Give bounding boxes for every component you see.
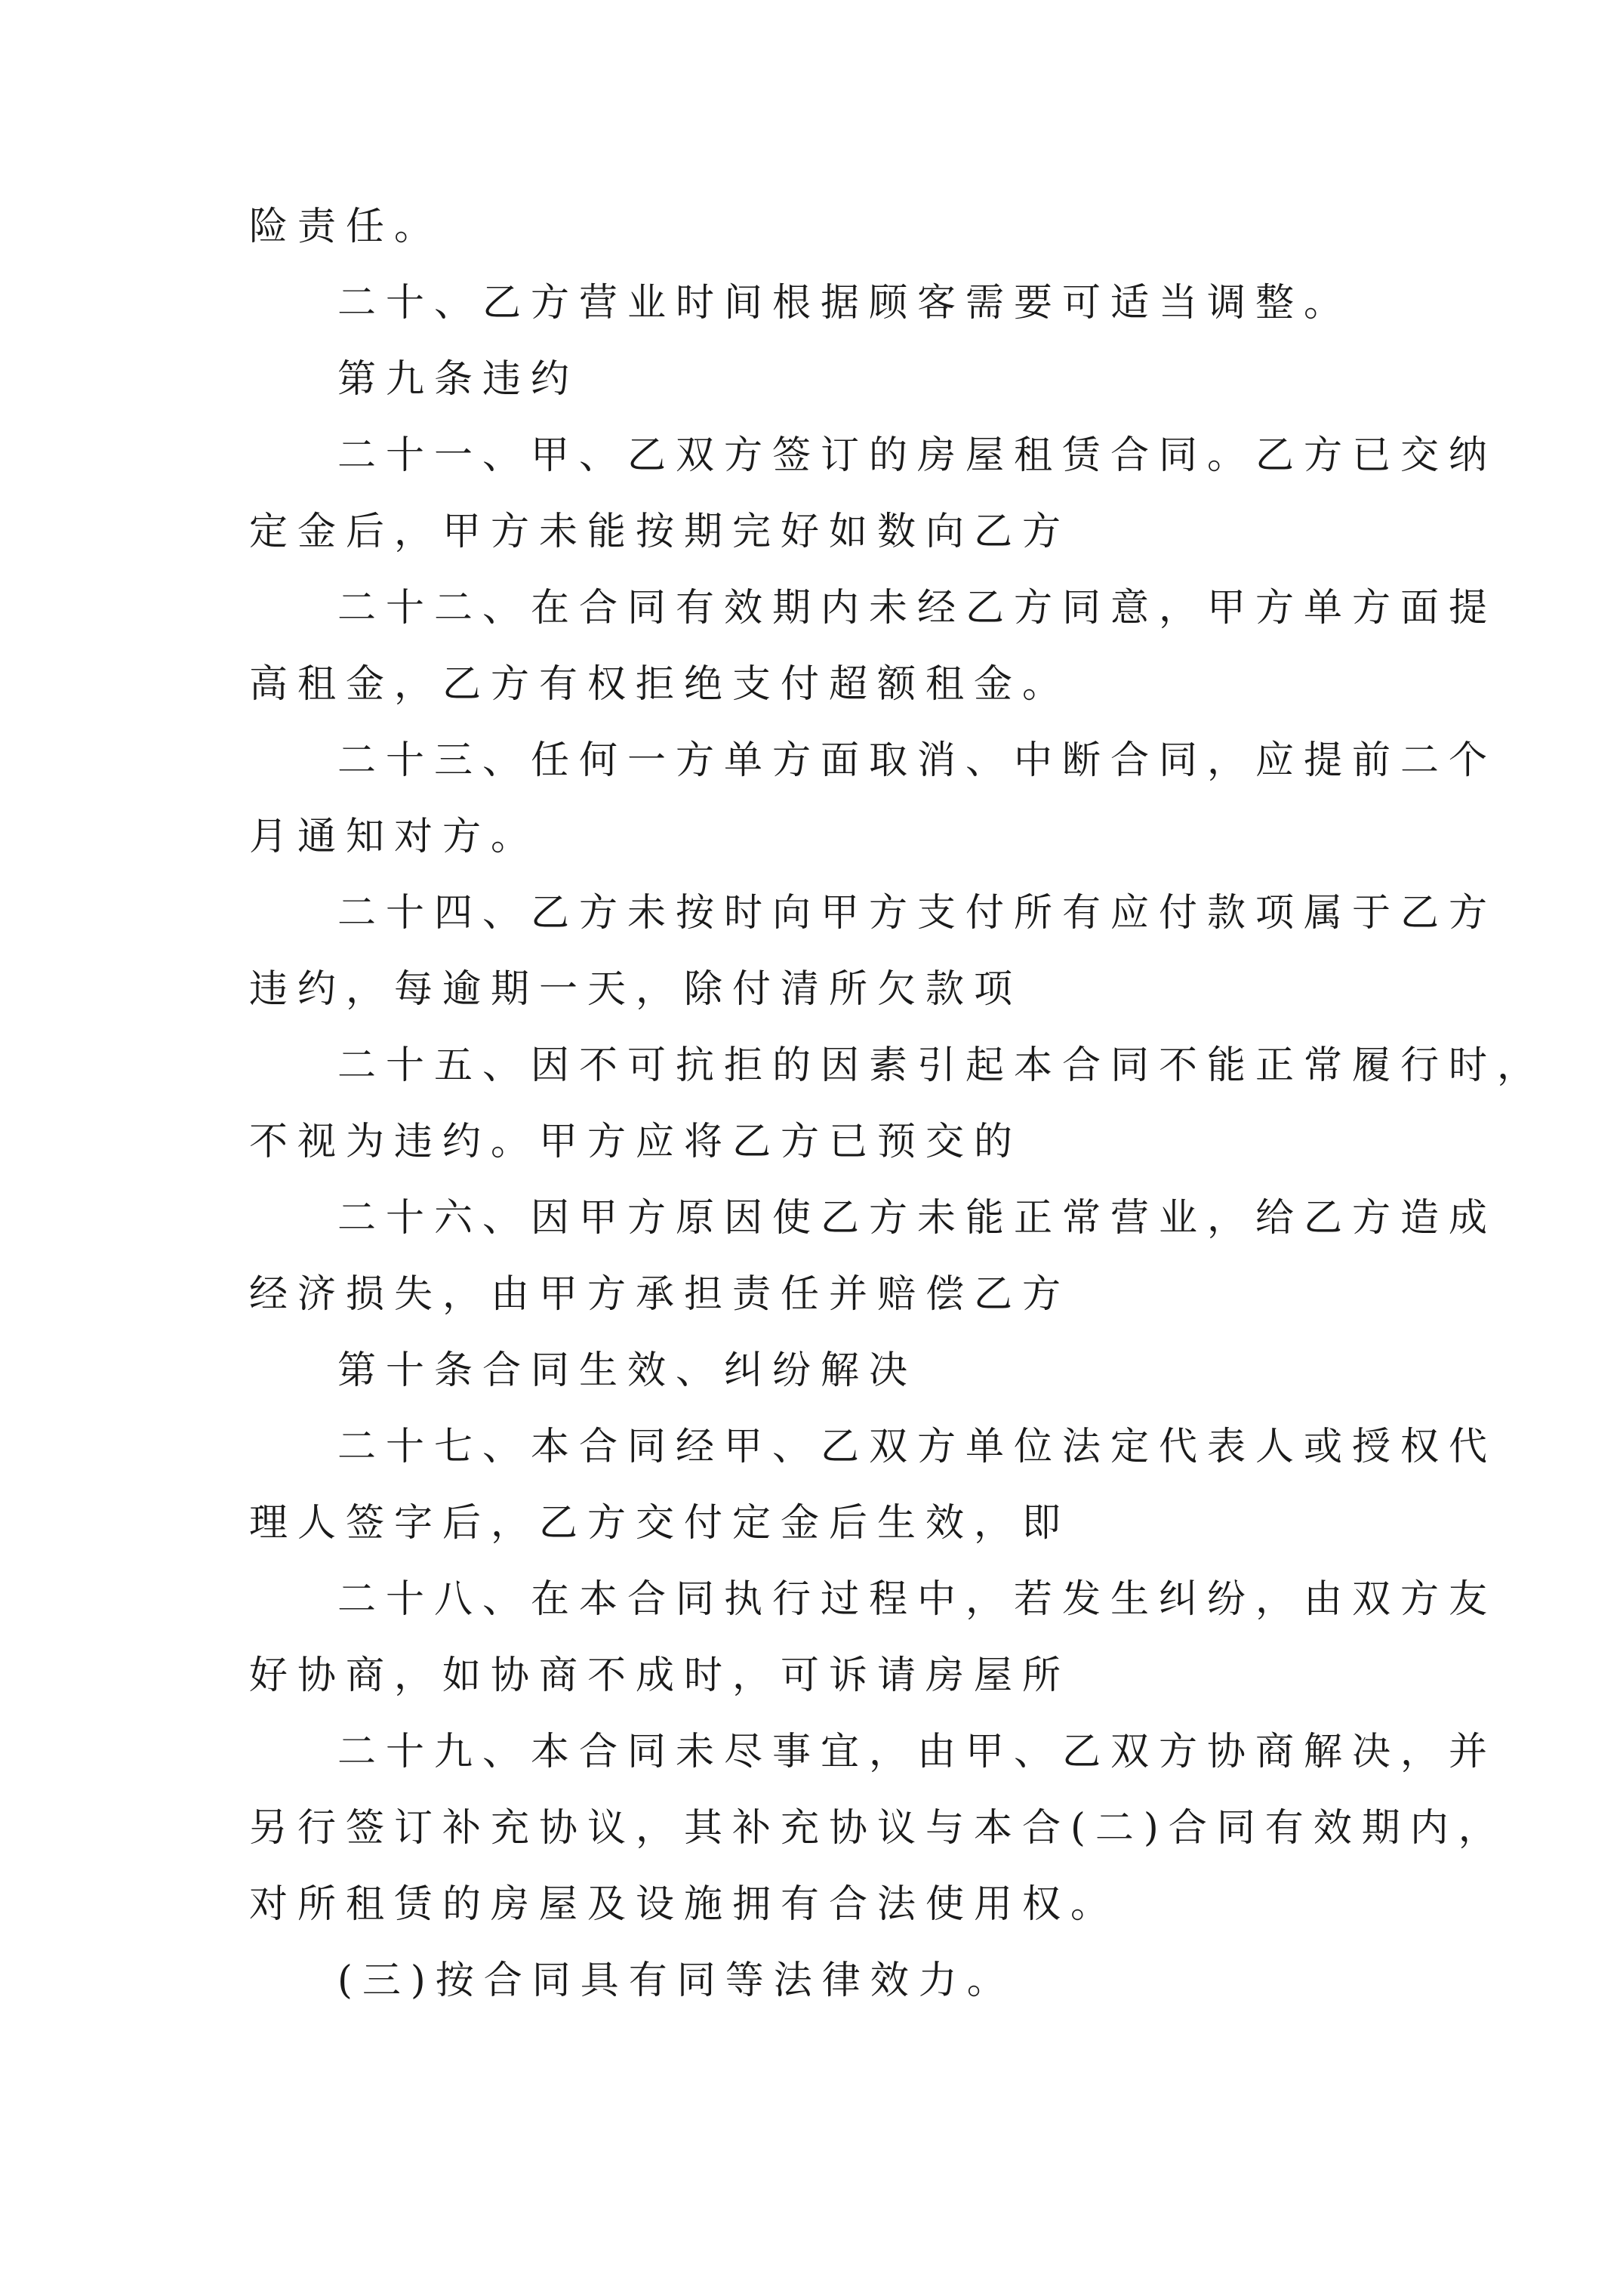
text-line: 另行签订补充协议，其补充协议与本合(二)合同有效期内， bbox=[249, 1806, 1507, 1851]
text-line: 险责任。 bbox=[249, 205, 443, 249]
text-line: 不视为违约。甲方应将乙方已预交的 bbox=[249, 1120, 1023, 1164]
text-line: 好协商，如协商不成时，可诉请房屋所 bbox=[249, 1653, 1071, 1698]
text-line: 经济损失，由甲方承担责任并赔偿乙方 bbox=[249, 1272, 1071, 1317]
text-line: 定金后，甲方未能按期完好如数向乙方 bbox=[249, 510, 1071, 554]
text-line: 二十五、因不可抗拒的因素引起本合同不能正常履行时， bbox=[337, 1043, 1546, 1088]
text-line: 二十、乙方营业时间根据顾客需要可适当调整。 bbox=[337, 281, 1353, 325]
text-line: 二十六、因甲方原因使乙方未能正常营业，给乙方造成 bbox=[337, 1196, 1498, 1240]
text-line: 月通知对方。 bbox=[249, 815, 540, 859]
text-line: 二十四、乙方未按时向甲方支付所有应付款项属于乙方 bbox=[337, 891, 1498, 935]
text-line: 理人签字后，乙方交付定金后生效，即 bbox=[249, 1501, 1071, 1546]
section-heading: 第十条合同生效、纠纷解决 bbox=[337, 1348, 918, 1393]
text-line: (三)按合同具有同等法律效力。 bbox=[337, 1959, 1015, 2003]
text-line: 二十七、本合同经甲、乙双方单位法定代表人或授权代 bbox=[337, 1425, 1498, 1469]
text-line: 二十一、甲、乙双方签订的房屋租赁合同。乙方已交纳 bbox=[337, 433, 1498, 478]
text-line: 二十八、在本合同执行过程中，若发生纠纷，由双方友 bbox=[337, 1577, 1498, 1622]
section-heading: 第九条违约 bbox=[337, 357, 580, 402]
document-body bbox=[249, 189, 1546, 2019]
text-line: 高租金，乙方有权拒绝支付超额租金。 bbox=[249, 662, 1071, 707]
text-line: 二十二、在合同有效期内未经乙方同意，甲方单方面提 bbox=[337, 586, 1498, 630]
text-line: 对所租赁的房屋及设施拥有合法使用权。 bbox=[249, 1882, 1119, 1927]
text-line: 二十三、任何一方单方面取消、中断合同，应提前二个 bbox=[337, 738, 1498, 783]
text-line: 违约，每逾期一天，除付清所欠款项 bbox=[249, 967, 1023, 1012]
text-line: 二十九、本合同未尽事宜，由甲、乙双方协商解决，并 bbox=[337, 1730, 1498, 1774]
